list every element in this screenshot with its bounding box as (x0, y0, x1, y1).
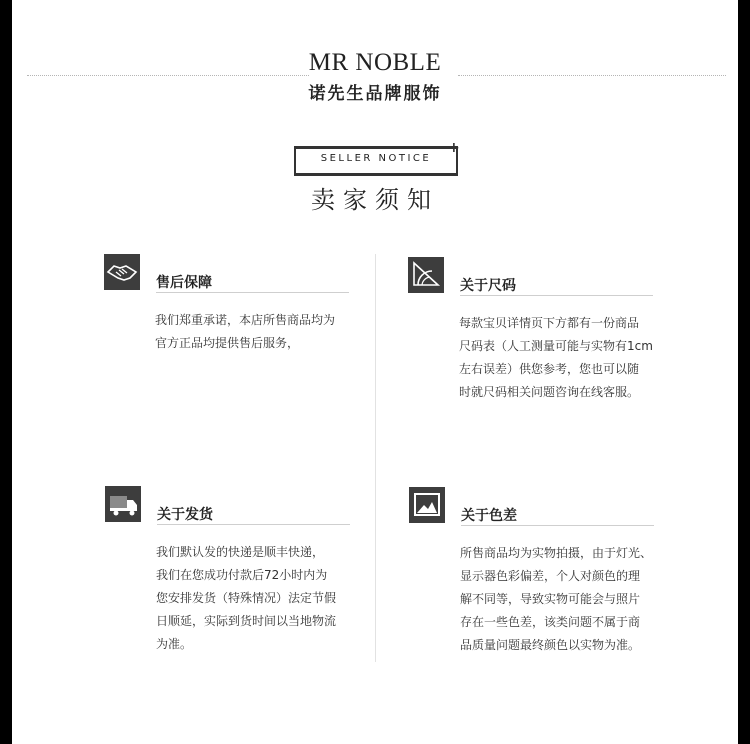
section-title: 关于发货 (157, 507, 213, 523)
section-title: 关于尺码 (460, 278, 516, 294)
picture-icon (409, 487, 445, 523)
brand-name-chinese: 诺先生品牌服饰 (308, 84, 442, 104)
plus-icon: + (448, 140, 460, 156)
title-underline (157, 524, 350, 525)
section-title: 关于色差 (461, 508, 517, 524)
section-text: 我们郑重承诺，本店所售商品均为 官方正品均提供售后服务， (155, 313, 336, 350)
seller-notice-english: SELLER NOTICE (320, 153, 432, 164)
section-text: 每款宝贝详情页下方都有一份商品 尺码表（人工测量可能与实物有1cm 左右误差）供您参考，您也可以随 时就尺码相关问题咨询在线客服。 (459, 316, 653, 399)
seller-notice-frame (294, 146, 458, 176)
title-underline (460, 295, 653, 296)
section-title: 售后保障 (156, 275, 212, 291)
seller-notice-chinese: 卖家须知 (311, 186, 439, 214)
section-text: 所售商品均为实物拍摄，由于灯光、 显示器色彩偏差，个人对颜色的理 解不同等，导致实物可能会与照片 存在一些色差，该类问题不属于商 品质量问题最终颜色以实物为准。 (460, 546, 653, 652)
section-text: 我们默认发的快递是顺丰快递， 我们在您成功付款后72小时内为 您安排发货（特殊情况）法定节假 日顺延，实际到货时间以当地物流 为准。 (156, 545, 337, 651)
title-underline (461, 525, 654, 526)
protractor-icon (408, 257, 444, 293)
handshake-icon (104, 254, 140, 290)
seller-notice-page (12, 0, 738, 744)
brand-name-english: MR NOBLE (308, 49, 442, 76)
truck-icon (105, 486, 141, 522)
column-divider (375, 254, 376, 662)
title-underline (156, 292, 349, 293)
